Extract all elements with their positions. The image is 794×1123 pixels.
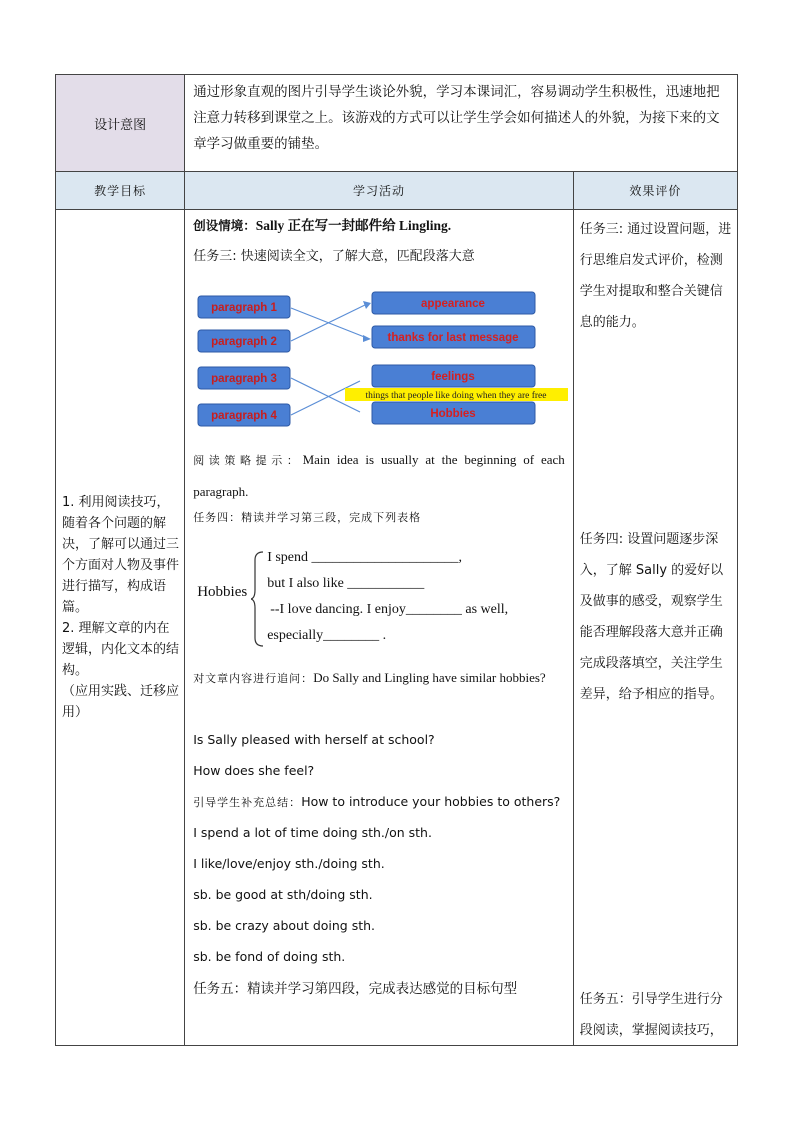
task3-title: 任务三: 快速阅读全文，了解大意，匹配段落大意: [193, 249, 475, 264]
question-1: Do Sally and Lingling have similar hobbies?: [313, 670, 546, 685]
hobbies-label: Hobbies: [197, 584, 248, 600]
hobbies-line-1: I spend _____________________,: [267, 550, 463, 565]
hobbies-line-4: especially________ .: [267, 628, 387, 643]
goal-item-2: 2. 理解文章的内在逻辑，内化文本的结构。: [62, 621, 180, 678]
summary-line-2: I like/love/enjoy sth./doing sth.: [193, 856, 385, 871]
summary-line-4: sb. be crazy about doing sth.: [193, 918, 376, 933]
left-label-4: paragraph 4: [211, 410, 278, 422]
summary-line-1: I spend a lot of time doing sth./on sth.: [193, 825, 432, 840]
task5-title: 任务五：精读并学习第四段，完成表达感觉的目标句型: [193, 981, 518, 997]
goal-item-1: 1. 利用阅读技巧，随着各个问题的解决，了解可以通过三个方面对人物及事件进行描写，构成语篇。: [62, 495, 180, 615]
eval-task5: 任务五：引导学生进行分段阅读，掌握阅读技巧，: [579, 992, 723, 1038]
hobbies-diagram: [193, 546, 563, 646]
strategy-prefix: 阅读策略提示：: [193, 454, 303, 467]
right-label-4: Hobbies: [430, 408, 476, 420]
summary-line-5: sb. be fond of doing sth.: [193, 949, 346, 964]
left-label-1: paragraph 1: [211, 302, 278, 314]
hobbies-line-2: but I also like ___________: [267, 576, 425, 591]
eval-cell: [573, 210, 737, 1046]
question-2: Is Sally pleased with herself at school?: [193, 732, 435, 747]
design-text: 通过形象直观的图片引导学生谈论外貌，学习本课词汇，容易调动学生积极性，迅速地把注意力转移到课堂之上。该游戏的方式可以让学生学会如何描述人的外貌，为接下来的文章学习做重要的铺垫。: [185, 75, 738, 172]
brace-icon: [251, 550, 265, 648]
summary-line-3: sb. be good at sth/doing sth.: [193, 887, 373, 902]
lesson-plan-table: [55, 74, 738, 1046]
right-label-1: appearance: [421, 298, 486, 310]
header-activity: 学习活动: [185, 172, 574, 210]
scenario-prefix: 创设情境：: [193, 218, 256, 233]
summary-prefix: 引导学生补充总结：: [193, 796, 302, 809]
matching-diagram: [195, 286, 570, 436]
goal-item-3: （应用实践、迁移应用）: [62, 684, 180, 720]
header-eval: 效果评价: [573, 172, 737, 210]
activity-cell: [185, 210, 574, 1046]
eval-task3: 任务三: 通过设置问题，进行思维启发式评价，检测学生对提取和整合关键信息的能力。: [579, 222, 732, 330]
goal-cell: [56, 210, 185, 1046]
header-goal: 教学目标: [56, 172, 185, 210]
question-prefix: 对文章内容进行追问：: [193, 672, 314, 685]
right-label-2: thanks for last message: [387, 332, 519, 344]
strategy-text: Main idea is usually at the beginning of each paragraph.: [193, 452, 565, 499]
highlight-text: things that people like doing when they are free: [365, 391, 547, 401]
summary-question: How to introduce your hobbies to others?: [301, 794, 561, 809]
main-table: [55, 74, 738, 1046]
scenario-text: Sally 正在写一封邮件给 Lingling.: [255, 218, 452, 233]
left-label-3: paragraph 3: [211, 373, 278, 385]
task4-title: 任务四：精读并学习第三段，完成下列表格: [193, 511, 422, 524]
question-3: How does she feel?: [193, 763, 315, 778]
right-label-3: feelings: [431, 371, 475, 383]
left-label-2: paragraph 2: [211, 336, 278, 348]
eval-task4: 任务四: 设置问题逐步深入，了解 Sally 的爱好以及做事的感受，观察学生能否理解段落大意并正确完成段落填空，关注学生差异，给予相应的指导。: [579, 532, 724, 702]
hobbies-line-3: --I love dancing. I enjoy________ as well,: [270, 602, 509, 617]
design-label: 设计意图: [56, 75, 185, 172]
